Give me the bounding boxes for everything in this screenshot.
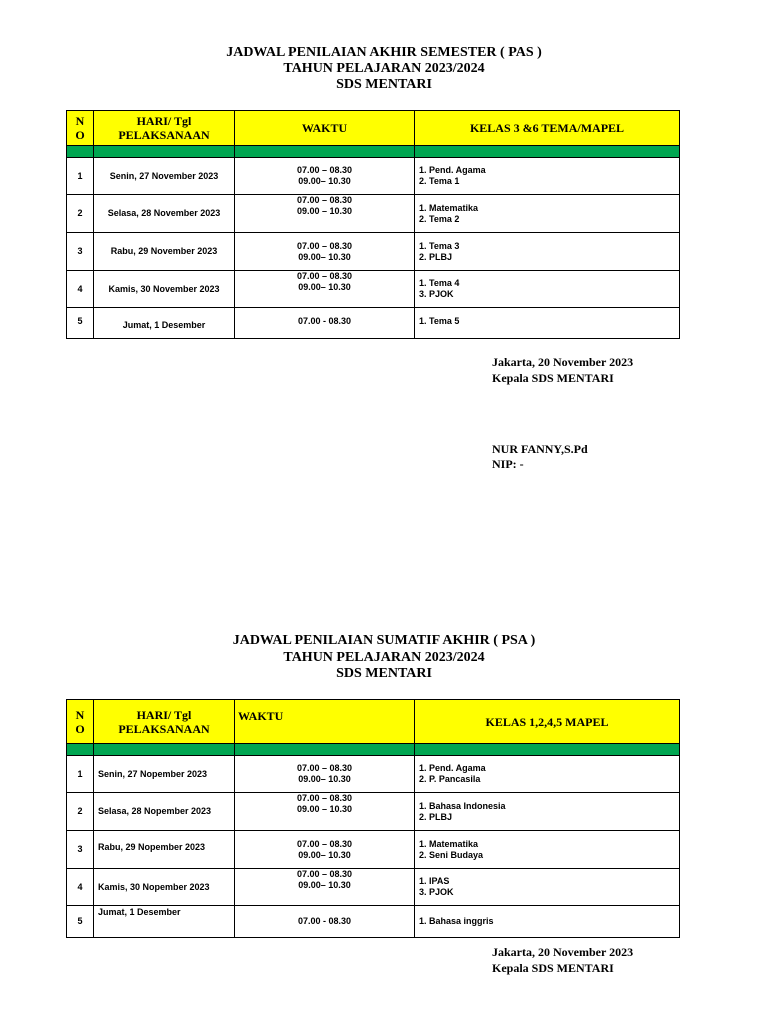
cell-subject: 1. Matematika 2. Seni Budaya [415,831,680,869]
cell-no: 4 [67,271,94,308]
cell-time: 07.00 – 08.30 09.00– 10.30 [235,158,415,195]
pas-sign-nip: NIP: - [492,457,524,471]
cell-day: Rabu, 29 Nopember 2023 [94,831,235,869]
table-row [67,308,680,339]
psa-title: JADWAL PENILAIAN SUMATIF AKHIR ( PSA ) [232,633,536,648]
table-row [67,831,680,869]
psa-sign-role: Kepala SDS MENTARI [492,961,614,975]
table-row [67,756,680,793]
pas-year: TAHUN PELAJARAN 2023/2024 [283,61,485,76]
cell-day: Senin, 27 Nopember 2023 [94,756,235,793]
cell-time: 07.00 – 08.30 09.00– 10.30 [235,756,415,793]
table-row [67,869,680,906]
header-no: N O [67,111,94,146]
cell-day: Selasa, 28 Nopember 2023 [94,793,235,831]
header-day: HARI/ Tgl PELAKSANAAN [94,111,235,146]
pas-schedule-table [66,110,680,339]
cell-day: Jumat, 1 Desember [94,308,235,339]
cell-subject: 1. Tema 5 [415,308,680,339]
cell-no: 5 [67,308,94,339]
cell-time: 07.00 – 08.30 09.00 – 10.30 [235,793,415,831]
separator-row [67,146,680,158]
psa-sign-place-date: Jakarta, 20 November 2023 [492,945,634,959]
cell-day: Senin, 27 November 2023 [94,158,235,195]
pas-title: JADWAL PENILAIAN AKHIR SEMESTER ( PAS ) [226,45,542,60]
cell-time: 07.00 - 08.30 [235,906,415,938]
pas-school: SDS MENTARI [336,77,432,92]
cell-subject: 1. Pend. Agama 2. P. Pancasila [415,756,680,793]
cell-time: 07.00 – 08.30 09.00 – 10.30 [235,195,415,233]
cell-subject: 1. Tema 3 2. PLBJ [415,233,680,271]
cell-no: 1 [67,756,94,793]
cell-no: 5 [67,906,94,938]
header-time: WAKTU [235,111,415,146]
cell-subject: 1. Bahasa inggris [415,906,680,938]
table-row [67,271,680,308]
psa-year: TAHUN PELAJARAN 2023/2024 [283,650,485,665]
cell-time: 07.00 – 08.30 09.00– 10.30 [235,271,415,308]
table-header-row [67,111,680,146]
cell-no: 3 [67,233,94,271]
header-subject: KELAS 1,2,4,5 MAPEL [415,700,680,744]
cell-day: Kamis, 30 November 2023 [94,271,235,308]
psa-schedule-table [66,699,680,938]
table-row [67,158,680,195]
cell-subject: 1. Bahasa Indonesia 2. PLBJ [415,793,680,831]
separator-row [67,744,680,756]
cell-time: 07.00 - 08.30 [235,308,415,339]
cell-subject: 1. Pend. Agama 2. Tema 1 [415,158,680,195]
pas-sign-role: Kepala SDS MENTARI [492,371,614,385]
cell-day: Jumat, 1 Desember [94,906,235,938]
table-row [67,195,680,233]
pas-sign-place-date: Jakarta, 20 November 2023 [492,355,634,369]
cell-no: 2 [67,793,94,831]
psa-school: SDS MENTARI [336,666,432,681]
cell-no: 2 [67,195,94,233]
cell-subject: 1. Matematika 2. Tema 2 [415,195,680,233]
cell-time: 07.00 – 08.30 09.00– 10.30 [235,831,415,869]
header-time: WAKTU [235,700,415,744]
cell-time: 07.00 – 08.30 09.00– 10.30 [235,869,415,906]
cell-day: Selasa, 28 November 2023 [94,195,235,233]
cell-no: 1 [67,158,94,195]
cell-no: 3 [67,831,94,869]
table-row [67,233,680,271]
header-day: HARI/ Tgl PELAKSANAAN [94,700,235,744]
table-header-row [67,700,680,744]
cell-subject: 1. Tema 4 3. PJOK [415,271,680,308]
cell-no: 4 [67,869,94,906]
pas-sign-name: NUR FANNY,S.Pd [492,442,588,456]
cell-day: Kamis, 30 Nopember 2023 [94,869,235,906]
table-row [67,906,680,938]
table-row [67,793,680,831]
cell-time: 07.00 – 08.30 09.00– 10.30 [235,233,415,271]
header-subject: KELAS 3 &6 TEMA/MAPEL [415,111,680,146]
cell-subject: 1. IPAS 3. PJOK [415,869,680,906]
cell-day: Rabu, 29 November 2023 [94,233,235,271]
header-no: N O [67,700,94,744]
